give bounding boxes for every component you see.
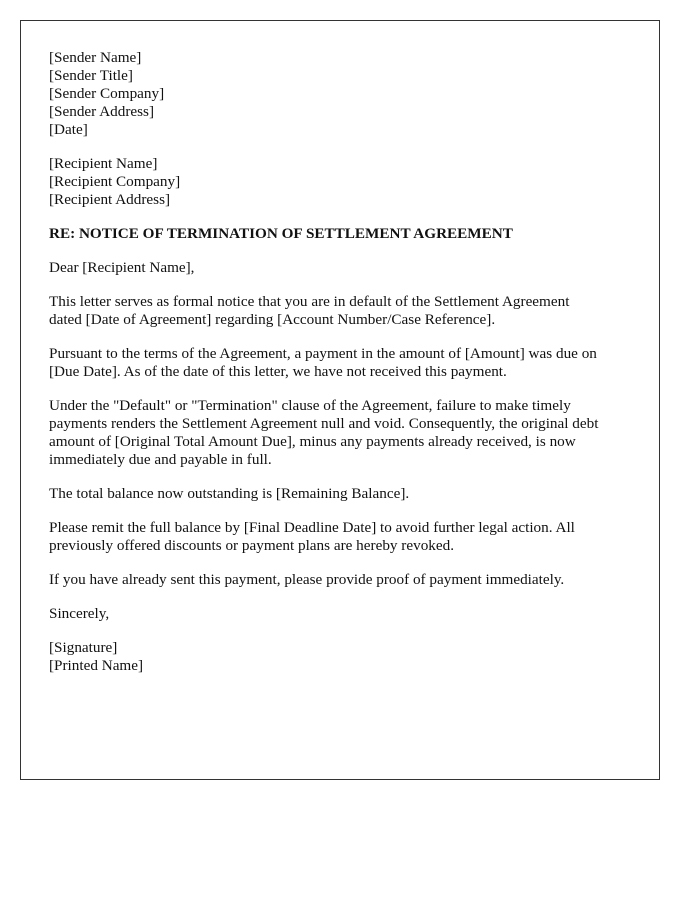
paragraph-line: Please remit the full balance by [Final Deadline Date] to avoid further legal action. All [49, 519, 575, 536]
sender-name: [Sender Name] [49, 49, 142, 66]
signature-placeholder: [Signature] [49, 639, 118, 656]
paragraph-remit [49, 519, 639, 555]
recipient-name: [Recipient Name] [49, 155, 158, 172]
subject-line: RE: NOTICE OF TERMINATION OF SETTLEMENT AGREEMENT [49, 225, 513, 242]
paragraph-line: immediately due and payable in full. [49, 451, 272, 468]
paragraph-line: previously offered discounts or payment plans are hereby revoked. [49, 537, 455, 554]
recipient-block [49, 155, 639, 209]
paragraph-termination-clause [49, 397, 639, 469]
paragraph-payment-due [49, 345, 639, 381]
paragraph-balance [49, 485, 639, 503]
letter-body [49, 49, 639, 691]
paragraph-default-notice [49, 293, 639, 329]
letter-date: [Date] [49, 121, 88, 138]
paragraph-line: If you have already sent this payment, please provide proof of payment immediately. [49, 571, 565, 588]
paragraph-line: The total balance now outstanding is [Remaining Balance]. [49, 485, 410, 502]
paragraph-line: Pursuant to the terms of the Agreement, a payment in the amount of [Amount] was due on [49, 345, 597, 362]
paragraph-proof [49, 571, 639, 589]
sender-company: [Sender Company] [49, 85, 165, 102]
paragraph-line: dated [Date of Agreement] regarding [Account Number/Case Reference]. [49, 311, 496, 328]
letter-frame [20, 20, 660, 780]
paragraph-line: [Due Date]. As of the date of this letter, we have not received this payment. [49, 363, 507, 380]
recipient-address: [Recipient Address] [49, 191, 171, 208]
recipient-company: [Recipient Company] [49, 173, 181, 190]
signature-block [49, 639, 639, 675]
sender-block [49, 49, 639, 139]
printed-name: [Printed Name] [49, 657, 144, 674]
paragraph-line: Under the "Default" or "Termination" clause of the Agreement, failure to make timely [49, 397, 571, 414]
paragraph-line: This letter serves as formal notice that you are in default of the Settlement Agreement [49, 293, 570, 310]
sender-title: [Sender Title] [49, 67, 133, 84]
salutation: Dear [Recipient Name], [49, 259, 195, 276]
paragraph-line: payments renders the Settlement Agreement null and void. Consequently, the original debt [49, 415, 599, 432]
closing: Sincerely, [49, 605, 110, 622]
sender-address: [Sender Address] [49, 103, 155, 120]
paragraph-line: amount of [Original Total Amount Due], minus any payments already received, is now [49, 433, 576, 450]
